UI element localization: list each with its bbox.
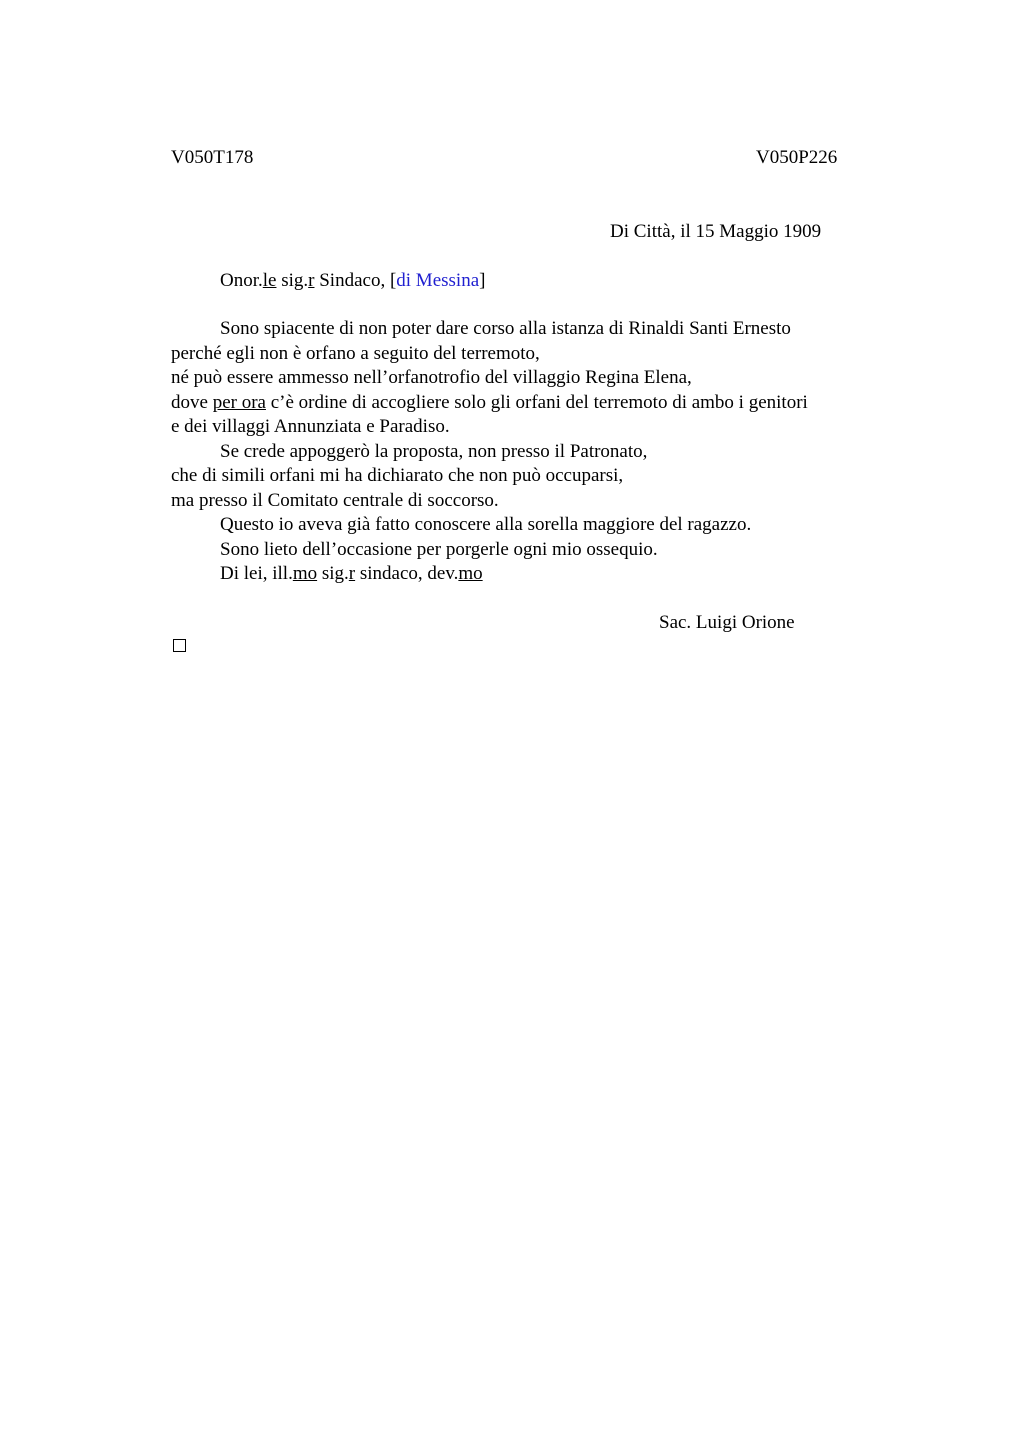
editorial-insertion: di Messina [396, 270, 480, 291]
closing-line [171, 562, 871, 587]
body-line-part: dove [171, 391, 213, 413]
body-line: Se crede appoggerò la proposta, non presso il Patronato, [220, 440, 648, 462]
body-line-part: c’è ordine di accogliere solo gli orfani del terremoto di ambo i genitori [265, 391, 808, 413]
archive-code-left: V050T178 [171, 147, 254, 168]
body-line [171, 391, 871, 416]
body-line: Sono spiacente di non poter dare corso alla istanza di Rinaldi Santi Ernesto [220, 318, 791, 339]
salutation-prefix: Onor. [220, 270, 263, 291]
abbrev-mo: mo [458, 563, 483, 584]
body-line: ma presso il Comitato centrale di soccorso. [171, 489, 499, 511]
closing-part: sindaco, dev. [355, 563, 459, 584]
salutation-suffix: ] [479, 270, 486, 291]
abbrev-mo: mo [292, 563, 318, 584]
body-line: Sono lieto dell’occasione per porgerle ogni mio ossequio. [220, 538, 658, 560]
salutation-mid2: Sindaco, [ [314, 270, 397, 291]
salutation-abbrev-r: r [308, 270, 315, 291]
closing-part: Di lei, ill. [220, 563, 293, 584]
body-line: che di simili orfani mi ha dichiarato che non può occuparsi, [171, 465, 624, 486]
body-line: Questo io aveva già fatto conoscere alla sorella maggiore del ragazzo. [220, 514, 752, 535]
empty-box-icon [173, 639, 186, 652]
signature: Sac. Luigi Orione [659, 612, 795, 633]
salutation [220, 269, 485, 293]
body-line: e dei villaggi Annunziata e Paradiso. [171, 416, 450, 437]
letter-body [171, 317, 871, 587]
body-line: né può essere ammesso nell’orfanotrofio del villaggio Regina Elena, [171, 367, 692, 388]
date-line: Di Città, il 15 Maggio 1909 [610, 221, 822, 242]
underlined-text: per ora [212, 391, 266, 413]
closing-part: sig. [317, 563, 349, 584]
abbrev-r: r [348, 563, 356, 584]
salutation-mid1: sig. [276, 270, 309, 291]
salutation-abbrev-le: le [262, 270, 277, 291]
archive-code-right: V050P226 [756, 147, 838, 168]
body-line: perché egli non è orfano a seguito del terremoto, [171, 342, 540, 364]
